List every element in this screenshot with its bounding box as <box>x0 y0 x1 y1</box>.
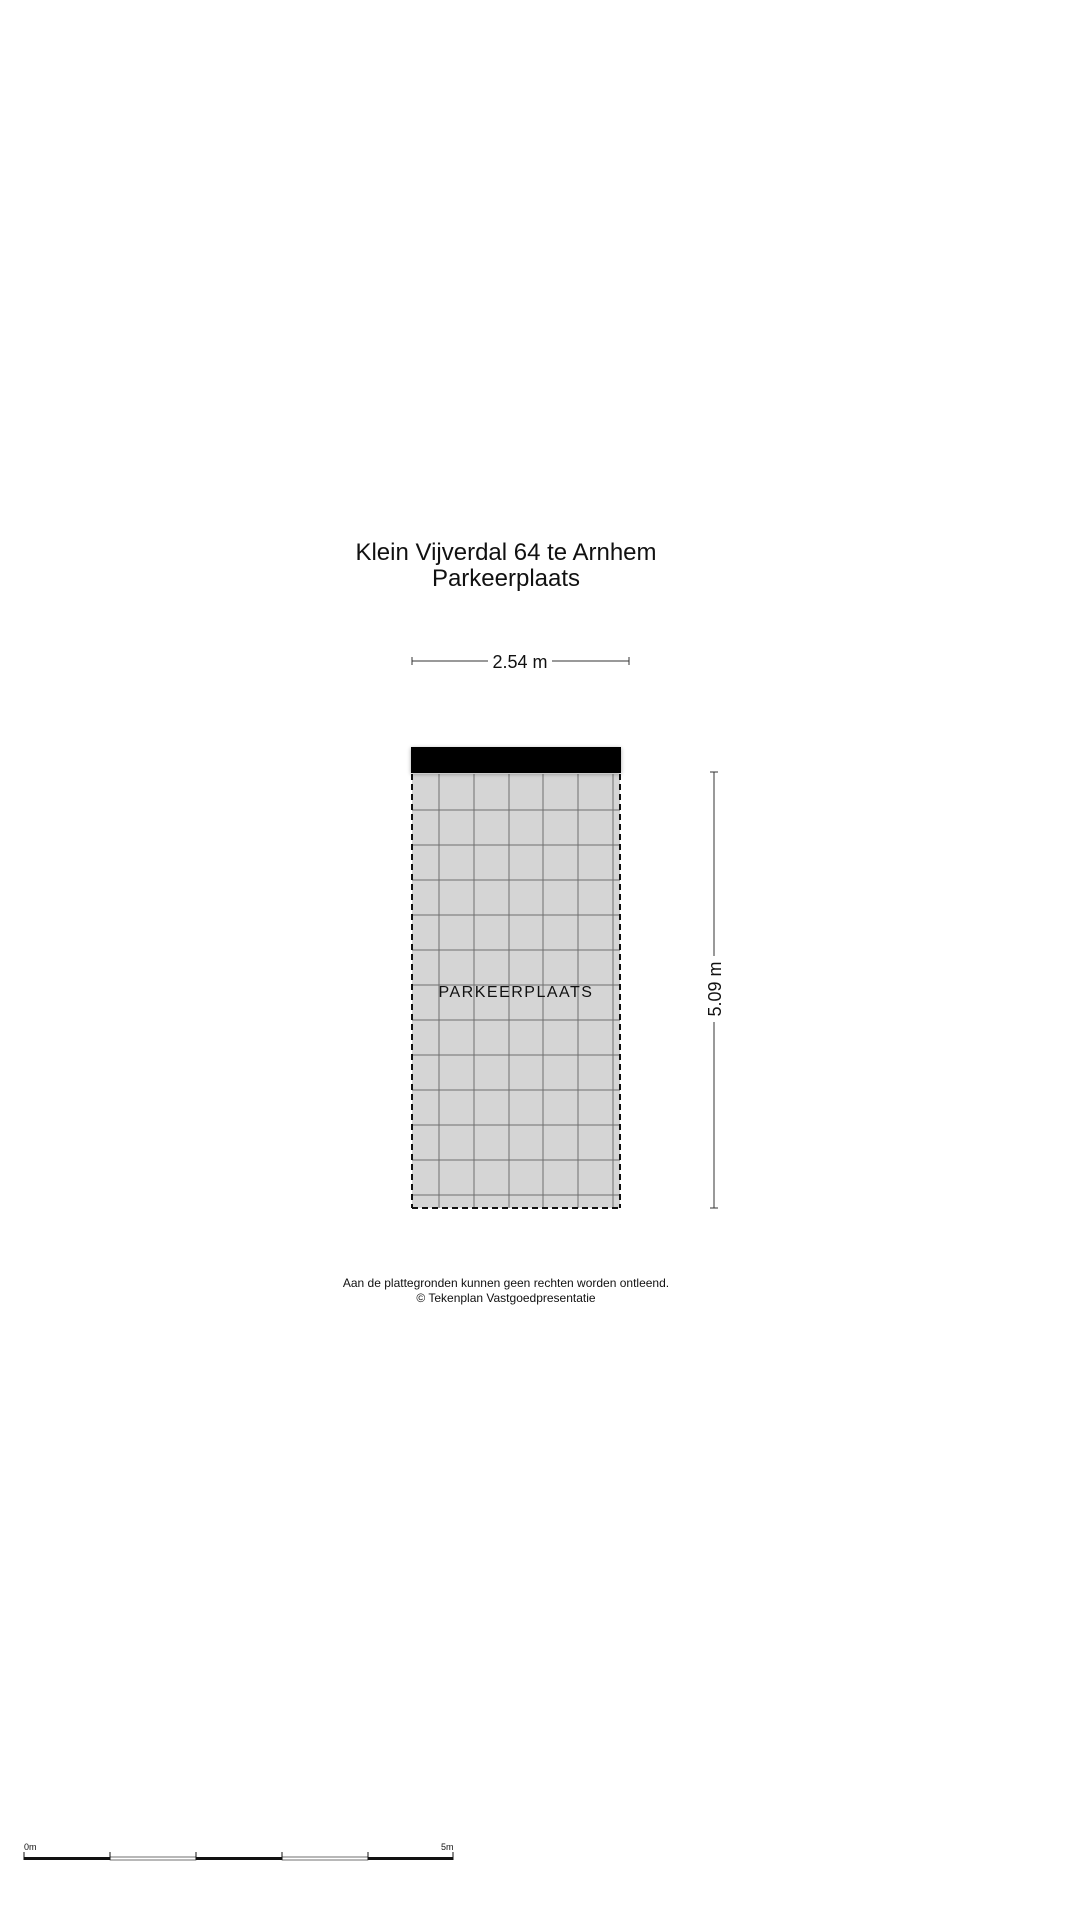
disclaimer-text: Aan de plattegronden kunnen geen rechten worden ontleend. <box>342 1276 670 1290</box>
back-wall <box>411 747 621 773</box>
depth-dimension-label: 5.09 m <box>705 961 725 1017</box>
scale-segment-4 <box>282 1857 368 1860</box>
scale-bar <box>24 1842 454 1860</box>
scale-segment-1 <box>24 1857 110 1860</box>
depth-dimension <box>705 772 725 1208</box>
disclaimer-block <box>0 1276 1012 1306</box>
scale-segment-2 <box>110 1857 196 1860</box>
scale-bar-start-label: 0m <box>24 1842 37 1852</box>
address-title: Klein Vijverdal 64 te Arnhem <box>355 539 657 566</box>
scale-segment-3 <box>196 1857 282 1860</box>
parking-space <box>411 747 621 1208</box>
scale-segment-5 <box>368 1857 453 1860</box>
scale-bar-end-label: 5m <box>441 1842 454 1852</box>
width-dimension-label: 2.54 m <box>492 652 548 672</box>
floor-title: Parkeerplaats <box>431 565 581 592</box>
room-label: PARKEERPLAATS <box>438 984 594 1001</box>
copyright-text: © Tekenplan Vastgoedpresentatie <box>416 1291 596 1305</box>
width-dimension <box>412 652 629 672</box>
